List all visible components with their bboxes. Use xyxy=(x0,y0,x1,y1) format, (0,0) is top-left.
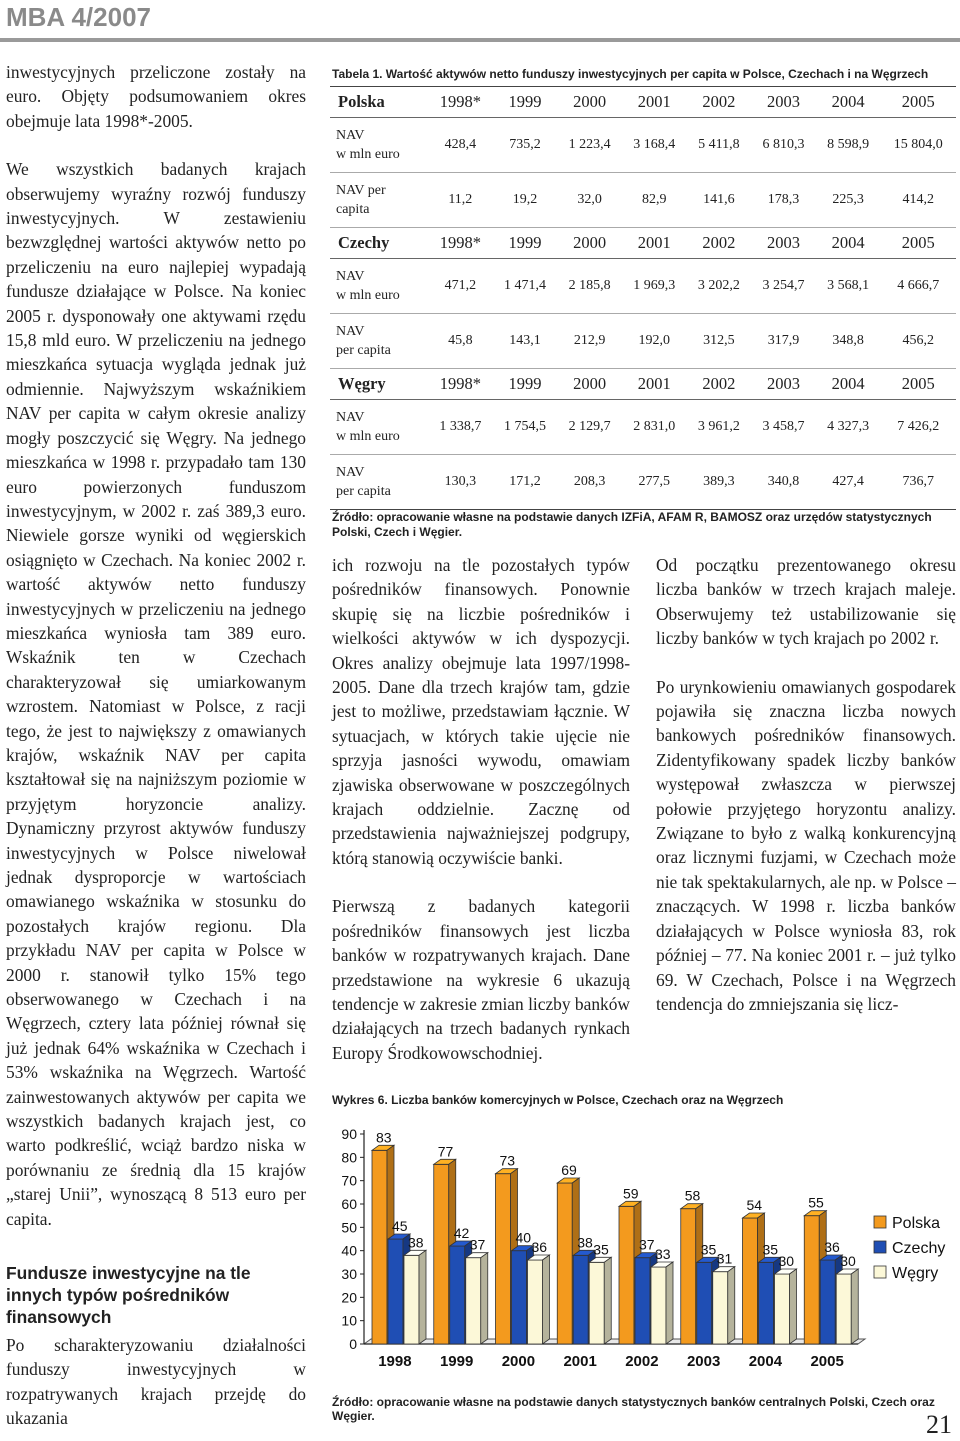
bar-czechy xyxy=(697,1262,712,1344)
table-year-header: 2005 xyxy=(880,369,956,400)
table-cell: 428,4 xyxy=(428,118,493,173)
bar-value-label: 35 xyxy=(762,1241,779,1258)
y-tick-label: 20 xyxy=(341,1289,357,1306)
bar-czechy xyxy=(388,1239,403,1344)
right-column xyxy=(656,553,956,1016)
section-subheading-body: Po scharakteryzowaniu działalności funduszy inwestycyjnych w rozpatrywanych krajach przejdę do ukazania xyxy=(6,1335,306,1429)
table-year-header: 2001 xyxy=(622,87,687,118)
bar-value-label: 33 xyxy=(655,1246,671,1262)
bar-polska xyxy=(743,1218,758,1344)
chart-source: Źródło: opracowanie własne na podstawie danych statystycznych banków centralnych Polski, Czech oraz Węgier. xyxy=(332,1395,935,1423)
section-subheading: Fundusze inwestycyjne na tle innych typów pośredników finansowych xyxy=(6,1263,251,1327)
table-cell: 8 598,9 xyxy=(816,118,881,173)
header-rule xyxy=(0,38,960,42)
bar-czechy xyxy=(759,1262,774,1344)
y-tick-label: 80 xyxy=(341,1149,357,1166)
bar-węgry xyxy=(651,1267,666,1344)
chart-caption: Wykres 6. Liczba banków komercyjnych w Polsce, Czechach oraz na Węgrzech xyxy=(332,1093,784,1107)
table-cell: 178,3 xyxy=(751,173,816,228)
bar-polska xyxy=(557,1183,572,1344)
bar-value-label: 38 xyxy=(577,1234,593,1251)
bar-value-label: 59 xyxy=(623,1185,639,1202)
x-tick-label: 2005 xyxy=(810,1353,844,1370)
bar-value-label: 54 xyxy=(746,1197,763,1213)
table-caption: Tabela 1. Wartość aktywów netto funduszy inwestycyjnych per capita w Polsce, Czechach i na Węgrzech xyxy=(332,67,929,81)
bar-side-węgry xyxy=(851,1269,858,1344)
bar-value-label: 30 xyxy=(840,1253,856,1269)
bar-czechy xyxy=(450,1246,465,1344)
legend-label: Czechy xyxy=(892,1240,946,1257)
middle-column-paragraph: ich rozwoju na tle pozostałych typów pośredników finansowych. Ponownie skupię się na liczbie pośredników i wielkości aktywów w ich dyspozycji. Okres analizy obejmuje lata 1997/1998-2005. Dane dla trzech krajów tam, gdzie jest to możliwe, przedstawiam łącznie. W sytuacjach, w których takie ujęcie nie sprzyja jasności wywodu, omawiam zjawiska obserwowane w poszczególnych krajach oddzielnie. Zacznę od przedstawienia najważniejszej podgrupy, którą stanowią oczywiście banki. xyxy=(332,555,630,868)
right-column-paragraph: Po urynkowieniu omawianych gospodarek pojawiła się znaczna liczba nowych bankowych pośredników finansowych. Zidentyfikowany spadek liczby banków występował zwłaszcza w pierwszej połowie przyjętego horyzontu analizy. Związane to było z walką konkurencyjną oraz licznymi fuzjami, w Czechach może nie tak spektakularnych, ale np. w Polsce – znaczących. W 1998 r. liczba banków działających w Polsce wyniosła 83, rok później – 77. Na koniec 2001 r. – już tylko 69. W Czechach, Polsce i na Węgrzech tendencja do zmniejszania się licz- xyxy=(656,676,956,1014)
table-source: Źródło: opracowanie własne na podstawie danych IZFiA, AFAM R, BAMOSZ oraz urzędów statystycznych Polski, Czech i Węgier. xyxy=(332,510,932,539)
table-year-header: 1999 xyxy=(493,228,558,259)
table-cell: 2 185,8 xyxy=(557,259,622,314)
bar-value-label: 36 xyxy=(531,1239,548,1255)
bar-value-label: 37 xyxy=(469,1236,486,1253)
table-year-header: 2000 xyxy=(557,87,622,118)
table-year-header: 2001 xyxy=(622,228,687,259)
table-cell: 456,2 xyxy=(880,314,956,369)
x-tick-label: 2001 xyxy=(563,1353,597,1370)
table-year-header: 2005 xyxy=(880,87,956,118)
bar-value-label: 58 xyxy=(684,1187,701,1204)
x-tick-label: 1998 xyxy=(378,1353,412,1370)
table-cell: 192,0 xyxy=(622,314,687,369)
bar-value-label: 36 xyxy=(824,1239,840,1255)
table-year-header: 2005 xyxy=(880,228,956,259)
bar-side-węgry xyxy=(543,1255,550,1344)
legend-label: Węgry xyxy=(892,1265,939,1282)
table-cell: 15 804,0 xyxy=(880,118,956,173)
table-row-label: NAV per capita xyxy=(330,455,428,510)
bar-węgry xyxy=(404,1255,419,1344)
bar-value-label: 45 xyxy=(392,1218,408,1234)
table-year-header: 2004 xyxy=(816,87,881,118)
bar-value-label: 38 xyxy=(408,1234,424,1251)
bar-value-label: 35 xyxy=(700,1241,717,1258)
left-column xyxy=(6,60,306,1231)
table-cell: 736,7 xyxy=(880,455,956,510)
nav-table xyxy=(330,86,956,510)
table-cell: 340,8 xyxy=(751,455,816,510)
bar-value-label: 69 xyxy=(561,1162,577,1178)
table-cell: 735,2 xyxy=(493,118,558,173)
table-cell: 32,0 xyxy=(557,173,622,228)
table-row xyxy=(330,259,956,314)
bar-polska xyxy=(681,1209,696,1344)
table-cell: 6 810,3 xyxy=(751,118,816,173)
bar-side-węgry xyxy=(419,1250,426,1344)
table-country-name: Węgry xyxy=(330,369,428,400)
table-cell: 414,2 xyxy=(880,173,956,228)
y-tick-label: 90 xyxy=(341,1126,357,1142)
table-cell: 3 202,2 xyxy=(687,259,752,314)
table-cell: 7 426,2 xyxy=(880,400,956,455)
table-cell: 3 254,7 xyxy=(751,259,816,314)
table-year-header: 2000 xyxy=(557,228,622,259)
table-cell: 225,3 xyxy=(816,173,881,228)
table-cell: 5 411,8 xyxy=(687,118,752,173)
table-cell: 171,2 xyxy=(493,455,558,510)
table-row xyxy=(330,400,956,455)
table-cell: 1 338,7 xyxy=(428,400,493,455)
table-cell: 4 327,3 xyxy=(816,400,881,455)
bar-side-węgry xyxy=(790,1269,797,1344)
legend-swatch-węgry xyxy=(874,1266,886,1278)
table-year-header: 1999 xyxy=(493,369,558,400)
bar-polska xyxy=(804,1216,819,1344)
middle-column-paragraph: Pierwszą z badanych kategorii pośredników finansowych jest liczba banków w rozpatrywanych krajach. Dane przedstawione na wykresie 6 ukazują tendencje w zakresie zmian liczby banków działających na trzech badanych rynkach Europy Środkowowschodniej. xyxy=(332,896,630,1063)
table-year-header: 2003 xyxy=(751,228,816,259)
left-column-paragraph: inwestycyjnych przeliczone zostały na euro. Objęty podsumowaniem okres obejmuje lata 1998*-2005. xyxy=(6,62,306,131)
table-cell: 3 961,2 xyxy=(687,400,752,455)
bar-czechy xyxy=(635,1258,650,1344)
y-tick-label: 0 xyxy=(349,1336,357,1352)
table-row-label: NAV w mln euro xyxy=(330,400,428,455)
table-year-header: 1998* xyxy=(428,87,493,118)
table-cell: 3 568,1 xyxy=(816,259,881,314)
page-number: 21 xyxy=(926,1410,952,1439)
y-tick-label: 10 xyxy=(341,1312,357,1329)
table-row xyxy=(330,173,956,228)
table-year-header: 2003 xyxy=(751,87,816,118)
table-row-label: NAV per capita xyxy=(330,314,428,369)
table-cell: 3 458,7 xyxy=(751,400,816,455)
table-year-header: 2002 xyxy=(687,228,752,259)
table-cell: 389,3 xyxy=(687,455,752,510)
x-tick-label: 2004 xyxy=(748,1353,783,1370)
table-year-header: 1998* xyxy=(428,228,493,259)
table-year-header: 1999 xyxy=(493,87,558,118)
y-tick-label: 70 xyxy=(341,1172,357,1189)
bar-value-label: 73 xyxy=(499,1152,516,1169)
table-cell: 471,2 xyxy=(428,259,493,314)
bar-węgry xyxy=(713,1272,728,1344)
journal-title: MBA 4/2007 xyxy=(6,2,151,32)
table-cell: 130,3 xyxy=(428,455,493,510)
table-row-label: NAV w mln euro xyxy=(330,259,428,314)
bar-czechy xyxy=(820,1260,835,1344)
bar-value-label: 31 xyxy=(716,1250,733,1267)
table-row xyxy=(330,314,956,369)
table-cell: 348,8 xyxy=(816,314,881,369)
middle-column xyxy=(332,553,630,1065)
page-header xyxy=(0,0,960,46)
bar-polska xyxy=(434,1164,449,1344)
table-cell: 212,9 xyxy=(557,314,622,369)
table-year-header: 2000 xyxy=(557,369,622,400)
bar-value-label: 42 xyxy=(453,1225,470,1241)
bar-value-label: 30 xyxy=(778,1253,795,1269)
bar-węgry xyxy=(589,1262,604,1344)
table-year-header: 2002 xyxy=(687,369,752,400)
table-country-header-row xyxy=(330,228,956,259)
table-cell: 312,5 xyxy=(687,314,752,369)
table-cell: 1 754,5 xyxy=(493,400,558,455)
table-row xyxy=(330,455,956,510)
table-year-header: 2003 xyxy=(751,369,816,400)
table-cell: 143,1 xyxy=(493,314,558,369)
bar-value-label: 77 xyxy=(437,1143,454,1160)
table-cell: 2 831,0 xyxy=(622,400,687,455)
table-cell: 2 129,7 xyxy=(557,400,622,455)
table-cell: 277,5 xyxy=(622,455,687,510)
bar-czechy xyxy=(573,1255,588,1344)
bar-polska xyxy=(496,1174,511,1344)
table-year-header: 1998* xyxy=(428,369,493,400)
table-year-header: 2004 xyxy=(816,228,881,259)
x-tick-label: 2000 xyxy=(501,1353,536,1370)
bar-polska xyxy=(372,1150,387,1344)
table-cell: 4 666,7 xyxy=(880,259,956,314)
table-country-name: Polska xyxy=(330,87,428,118)
bar-value-label: 40 xyxy=(515,1229,532,1246)
table-cell: 427,4 xyxy=(816,455,881,510)
bar-value-label: 83 xyxy=(376,1129,392,1146)
bar-polska xyxy=(619,1206,634,1344)
bar-węgry xyxy=(836,1274,851,1344)
table-cell: 1 471,4 xyxy=(493,259,558,314)
bar-value-label: 37 xyxy=(639,1236,655,1253)
table-cell: 1 969,3 xyxy=(622,259,687,314)
table-country-name: Czechy xyxy=(330,228,428,259)
bar-value-label: 35 xyxy=(593,1241,609,1258)
bar-węgry xyxy=(466,1258,481,1344)
table-year-header: 2002 xyxy=(687,87,752,118)
left-column-paragraph: We wszystkich badanych krajach obserwujemy wyraźny rozwój funduszy inwestycyjnych. W zestawieniu bezwzględnej wartości aktywów netto po przeliczeniu na euro najlepiej wypadają fundusze działające w Polsce. Na koniec 2005 r. dysponowały one aktywami rzędu 15,8 mld euro. W przeliczeniu na jednego mieszkańca sytuacja wygląda jednak już odmiennie. Najwyższym wskaźnikiem NAV per capita w całym okresie analizy mogły poszczycić się Węgry. Na jednego mieszkańca w 1998 r. przypadało tam 130 euro powierzonych funduszom inwestycyjnym, w 2002 r. zaś 389,3 euro. Niewiele gorsze wyniki od węgierskich osiągnięto w Czechach. Na koniec 2002 r. wartość aktywów netto funduszy inwestycyjnych w przeliczeniu na jednego mieszkańca wyniosła tam 389 euro. Wskaźnik ten w Czechach charakteryzował się umiarkowanym wzrostem. Natomiast w Polsce, z racji tego, że jest to największy z omawianych krajów, wskaźnik NAV per capita kształtował się na najniższym poziomie w przyjętym horyzoncie analizy. Dynamiczny przyrost aktywów funduszy inwestycyjnych w Polsce niwelował jednak dysproporcje w wartościach omawianego wskaźnika w stosunku do pozostałych krajów regionu. Dla przykładu NAV per capita w Polsce w 2000 r. stanowił tylko 15% tego obserwowanego w Czechach i na Węgrzech, cztery lata później równał się już jednak 64% wskaźnika w Czechach i 53% wskaźnika na Węgrzech. Wartość zainwestowanych aktywów per capita we wszystkich badanych krajach jest, co warto podkreślić, wciąż bardzo niska w porównaniu ze średnią dla 15 krajów „starej Unii”, wynoszącą 8 513 euro per capita. xyxy=(6,159,306,1229)
table-cell: 11,2 xyxy=(428,173,493,228)
y-tick-label: 50 xyxy=(341,1219,357,1236)
table-cell: 317,9 xyxy=(751,314,816,369)
bar-side-węgry xyxy=(604,1257,611,1344)
table-row xyxy=(330,118,956,173)
legend-label: Polska xyxy=(892,1215,941,1232)
bar-węgry xyxy=(775,1274,790,1344)
legend-swatch-czechy xyxy=(874,1241,886,1253)
table-country-header-row xyxy=(330,369,956,400)
bank-count-chart xyxy=(330,1116,956,1388)
table-cell: 1 223,4 xyxy=(557,118,622,173)
y-tick-label: 60 xyxy=(341,1196,357,1212)
table-row-label: NAV w mln euro xyxy=(330,118,428,173)
bar-czechy xyxy=(512,1251,527,1344)
table-cell: 19,2 xyxy=(493,173,558,228)
right-column-paragraph: Od początku prezentowanego okresu liczba banków w trzech krajach maleje. Obserwujemy też ustabilizowanie się liczby banków w tych krajach po 2002 r. xyxy=(656,555,956,649)
table-cell: 208,3 xyxy=(557,455,622,510)
bar-węgry xyxy=(528,1260,543,1344)
y-tick-label: 40 xyxy=(341,1242,357,1259)
bar-side-węgry xyxy=(666,1262,673,1344)
x-tick-label: 2002 xyxy=(625,1353,659,1370)
y-tick-label: 30 xyxy=(341,1266,357,1282)
bar-value-label: 55 xyxy=(808,1194,824,1211)
table-year-header: 2001 xyxy=(622,369,687,400)
legend-swatch-polska xyxy=(874,1216,886,1228)
bar-side-węgry xyxy=(481,1253,488,1344)
table-row-label: NAV per capita xyxy=(330,173,428,228)
bar-side-węgry xyxy=(728,1267,735,1344)
table-cell: 3 168,4 xyxy=(622,118,687,173)
x-tick-label: 2003 xyxy=(686,1353,721,1370)
table-cell: 45,8 xyxy=(428,314,493,369)
table-cell: 82,9 xyxy=(622,173,687,228)
x-tick-label: 1999 xyxy=(439,1353,474,1370)
table-country-header-row xyxy=(330,87,956,118)
table-year-header: 2004 xyxy=(816,369,881,400)
table-cell: 141,6 xyxy=(687,173,752,228)
